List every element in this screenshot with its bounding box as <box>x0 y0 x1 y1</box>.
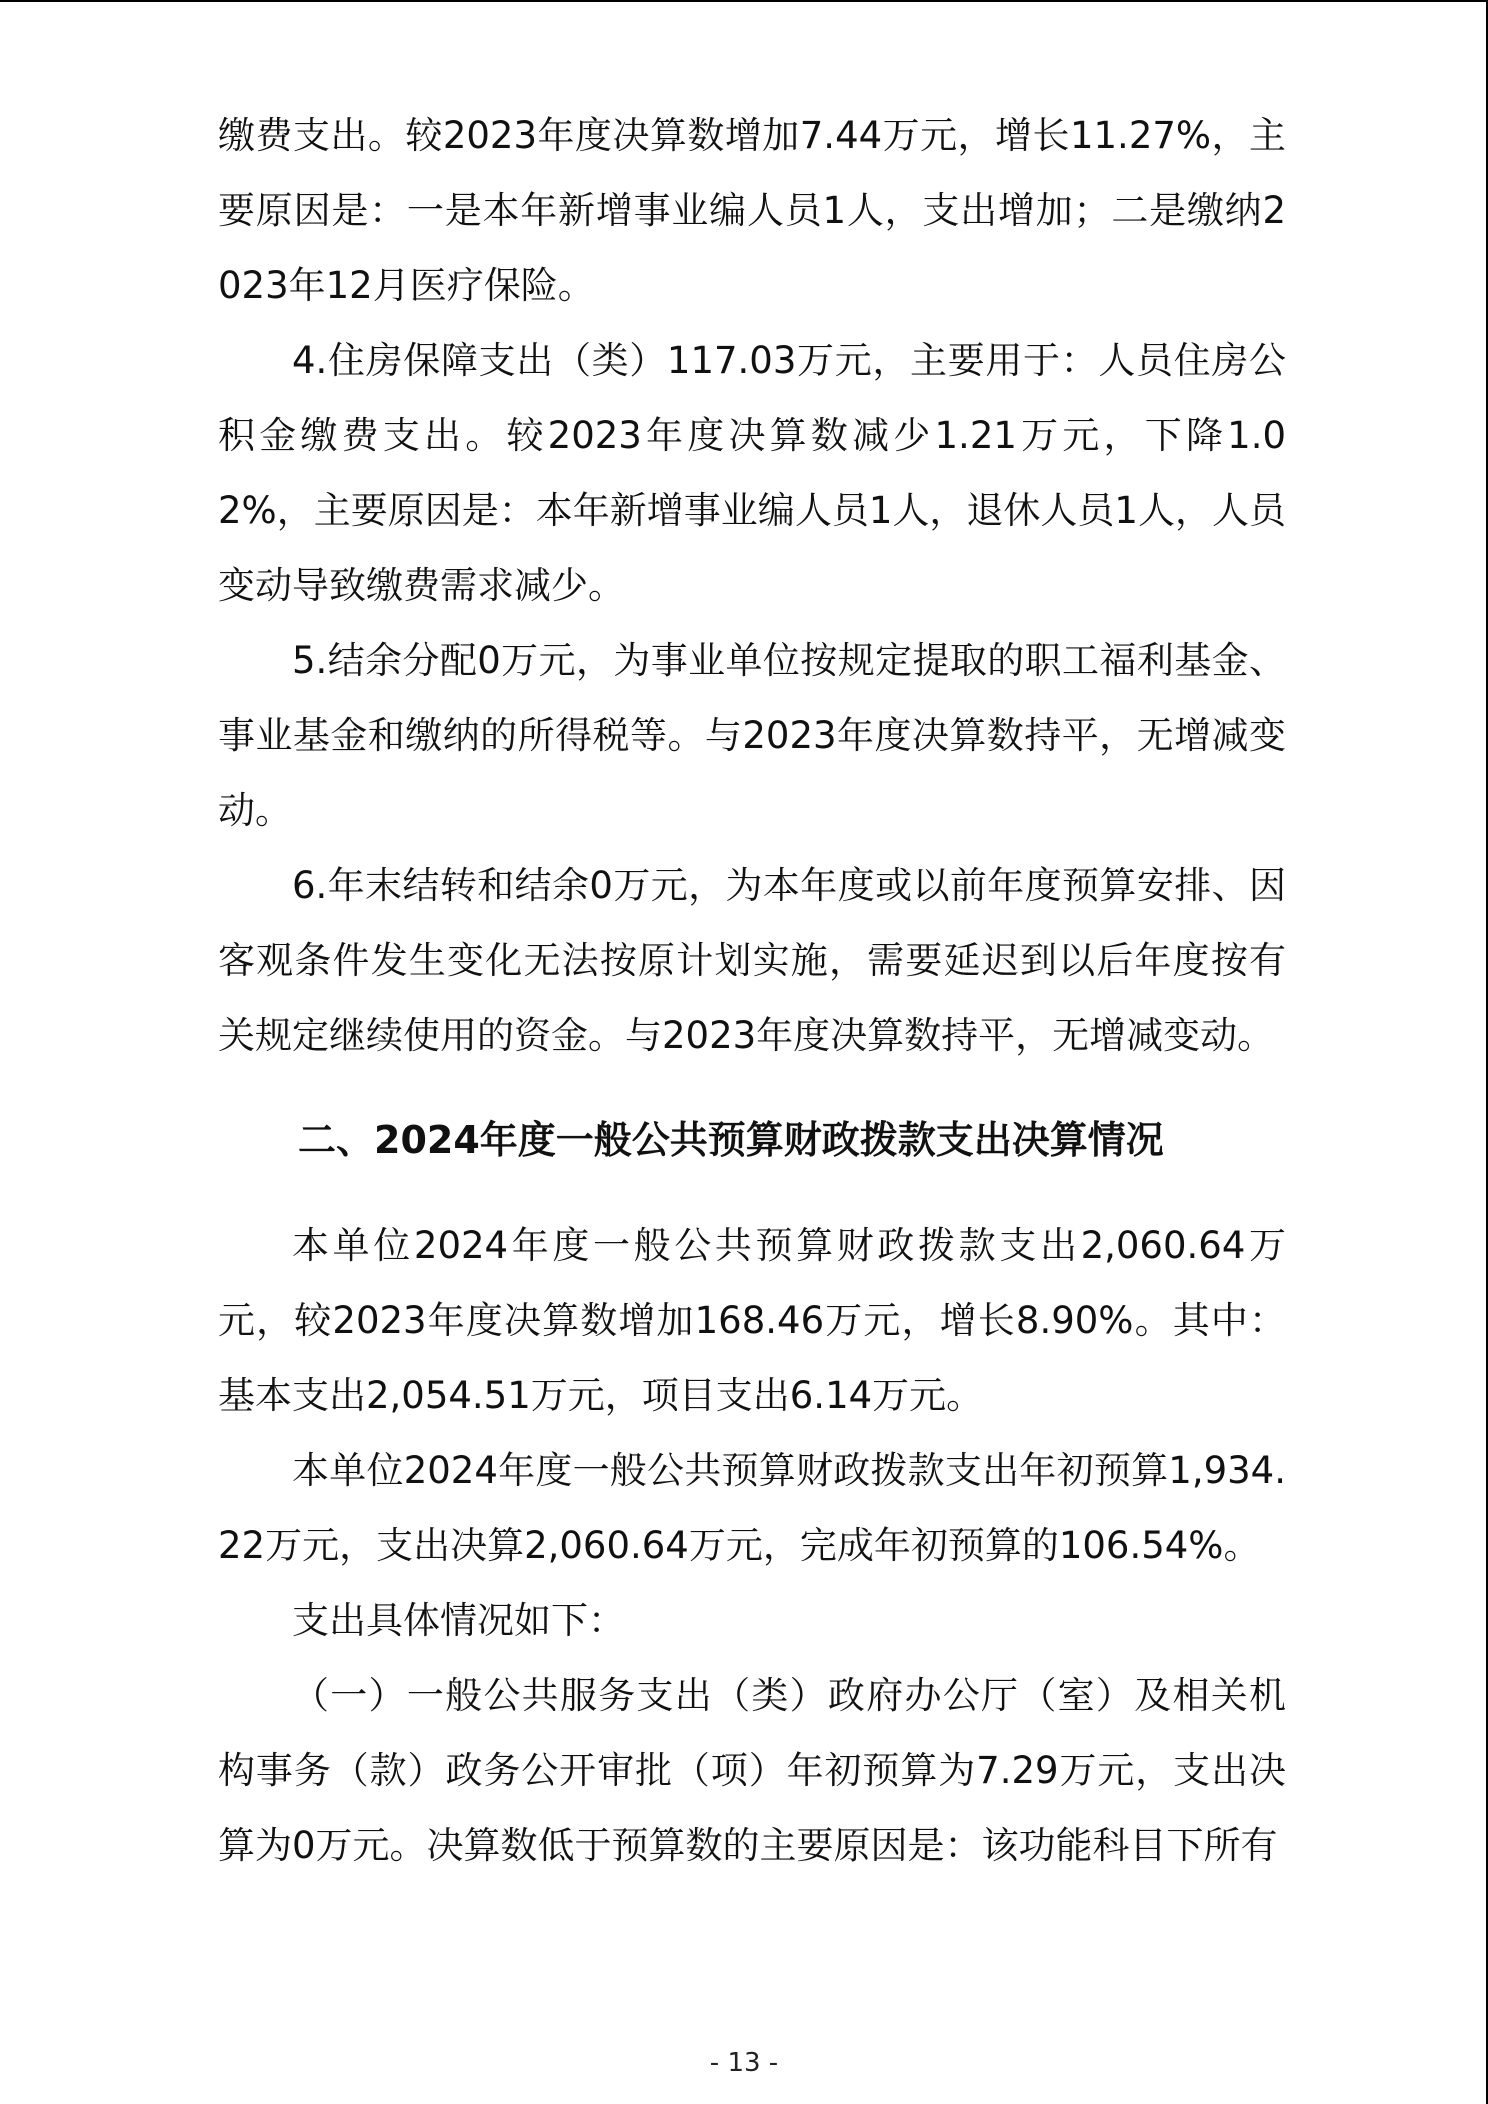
paragraph-budget-completion: 本单位2024年度一般公共预算财政拨款支出年初预算1,934.22万元，支出决算2,060.64万元，完成年初预算的106.54%。 <box>218 1449 1286 1567</box>
document-body <box>218 98 1286 1883</box>
paragraph-medical-insurance-continuation: 缴费支出。较2023年度决算数增加7.44万元，增长11.27%，主要原因是：一是本年新增事业编人员1人，支出增加；二是缴纳2023年12月医疗保险。 <box>218 114 1286 307</box>
paragraph-general-public-services: （一）一般公共服务支出（类）政府办公厅（室）及相关机构事务（款）政务公开审批（项）年初预算为7.29万元，支出决算为0万元。决算数低于预算数的主要原因是：该功能科目下所有 <box>218 1674 1286 1867</box>
paragraph-year-end-carryover: 6.年末结转和结余0万元，为本年度或以前年度预算安排、因客观条件发生变化无法按原计划实施，需要延迟到以后年度按有关规定继续使用的资金。与2023年度决算数持平，无增减变动。 <box>218 864 1286 1057</box>
paragraph-total-expenditure: 本单位2024年度一般公共预算财政拨款支出2,060.64万元，较2023年度决算数增加168.46万元，增长8.90%。其中：基本支出2,054.51万元，项目支出6.14万元。 <box>218 1224 1286 1417</box>
paragraph-housing-security: 4.住房保障支出（类）117.03万元，主要用于：人员住房公积金缴费支出。较2023年度决算数减少1.21万元，下降1.02%，主要原因是：本年新增事业编人员1人，退休人员1人，人员变动导致缴费需求减少。 <box>218 339 1286 607</box>
paragraph-details-intro: 支出具体情况如下： <box>292 1599 625 1642</box>
page-number: - 13 - <box>709 2048 779 2078</box>
paragraph-surplus-distribution: 5.结余分配0万元，为事业单位按规定提取的职工福利基金、事业基金和缴纳的所得税等。与2023年度决算数持平，无增减变动。 <box>218 639 1286 832</box>
section-heading: 二、2024年度一般公共预算财政拨款支出决算情况 <box>298 1118 1164 1162</box>
page-top-border <box>0 0 1488 2</box>
